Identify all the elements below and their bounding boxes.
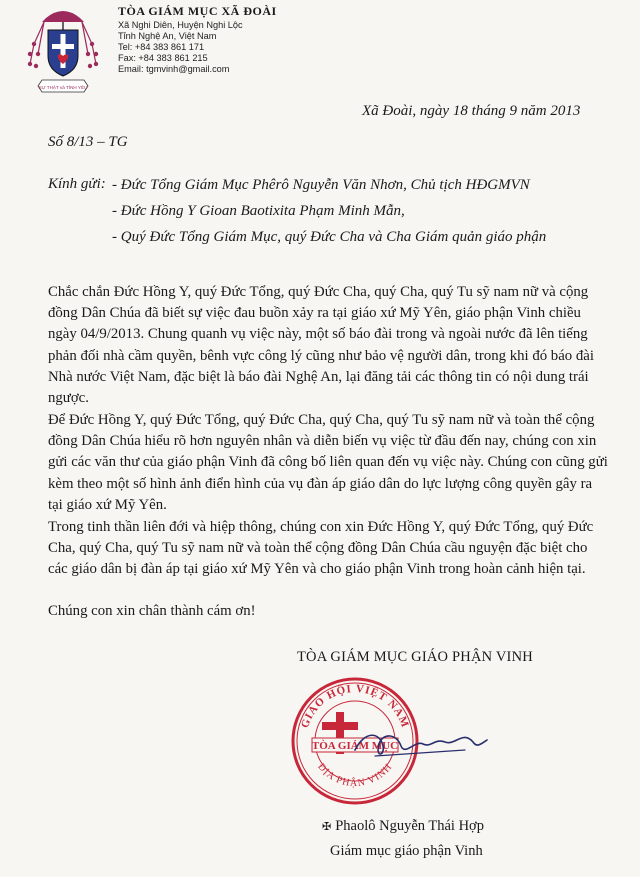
seal-center-text: TÒA GIÁM MỤC xyxy=(311,740,399,752)
seal-top-text: GIÁO HỘI VIỆT NAM xyxy=(298,682,412,730)
handwritten-signature-icon xyxy=(345,720,495,768)
coat-motto: SỰ THẬT và TÌNH YÊU xyxy=(38,85,88,90)
letterhead-org: TÒA GIÁM MỤC XÃ ĐOÀI xyxy=(118,4,277,18)
body-paragraph-2: Để Đức Hồng Y, quý Đức Tổng, quý Đức Cha, quý Cha, quý Tu sỹ nam nữ và toàn thể cộng đồng Dân Chúa hiểu rõ hơn nguyên nhân và diễn biến vụ việc từ đầu đến nay, chúng con xin gửi các văn thư của giáo phận Vinh đã công bố liên quan đến vụ việc này. Chúng con cũng gửi kèm theo một số hình ảnh điển hình của vụ đàn áp giáo dân do lực lượng công quyền gây ra tại giáo xứ Mỹ Yên. xyxy=(48,412,608,513)
cross-icon: ✠ xyxy=(322,821,332,833)
letter-date: Xã Đoài, ngày 18 tháng 9 năm 2013 xyxy=(362,103,581,119)
letterhead-address-2: Tỉnh Nghệ An, Việt Nam xyxy=(118,31,217,41)
letterhead-tel: Tel: +84 383 861 171 xyxy=(118,42,205,52)
letter-number: Số 8/13 – TG xyxy=(48,134,128,150)
signer-title: Giám mục giáo phận Vinh xyxy=(330,843,483,859)
addressee-item: - Quý Đức Tổng Giám Mục, quý Đức Cha và Cha Giám quản giáo phận xyxy=(112,229,547,245)
signer-name-text: Phaolô Nguyễn Thái Hợp xyxy=(335,818,484,834)
body-paragraph-4: Chúng con xin chân thành cám ơn! xyxy=(48,603,256,619)
letterhead-address-1: Xã Nghi Diên, Huyện Nghi Lộc xyxy=(118,20,243,30)
body-paragraph-1: Chắc chắn Đức Hồng Y, quý Đức Tổng, quý Đức Cha, quý Cha, quý Tu sỹ nam nữ và cộng đồng Dân Chúa đã biết sự việc đau buồn xảy ra tại giáo xứ Mỹ Yên, giáo phận Vinh chiều ngày 04/9/2013. Chung quanh vụ việc này, một số báo đài trong và ngoài nước đã lên tiếng phản đối nhà cầm quyền, bênh vực công lý cũng như bảo vệ người dân, trong khi đó báo đài Nhà nước Việt Nam, đặc biệt là báo đài Nghệ An, lại đăng tải các thông tin có nội dung trái ngược. xyxy=(48,284,594,407)
letterhead-fax: Fax: +84 383 861 215 xyxy=(118,53,208,63)
coat-of-arms-icon xyxy=(22,4,104,100)
addressee-item: - Đức Hồng Y Gioan Baotixita Phạm Minh Mẫn, xyxy=(112,203,405,219)
seal-bottom-text: ĐỊA PHẬN VINH xyxy=(315,761,395,790)
signer-name xyxy=(322,818,484,835)
addressee-item: - Đức Tổng Giám Mục Phêrô Nguyễn Văn Nhơn, Chủ tịch HĐGMVN xyxy=(112,177,530,193)
addressee-label: Kính gửi: xyxy=(48,176,106,192)
letterhead-email: Email: tgmvinh@gmail.com xyxy=(118,64,230,74)
body-paragraph-3: Trong tinh thần liên đới và hiệp thông, chúng con xin Đức Hồng Y, quý Đức Tổng, quý Đức Cha, quý Cha, quý Tu sỹ nam nữ và toàn thể cộng đồng Dân Chúa cầu nguyện đặc biệt cho các giáo dân bị đàn áp tại giáo xứ Mỹ Yên và cho giáo phận Vinh trong hoàn cảnh hiện tại. xyxy=(48,519,594,578)
closing-org: TÒA GIÁM MỤC GIÁO PHẬN VINH xyxy=(297,649,533,665)
